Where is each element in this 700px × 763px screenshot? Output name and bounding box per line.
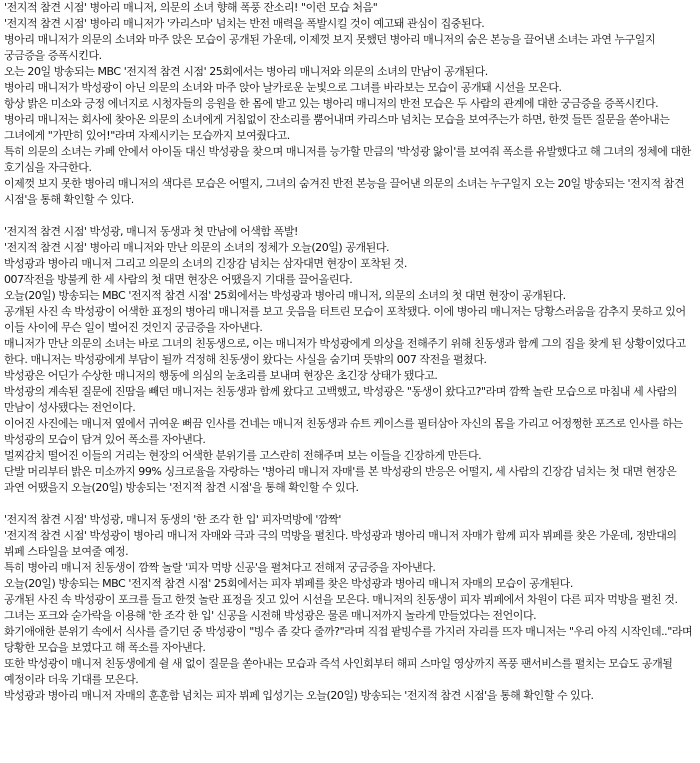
paragraph: 병아리 매니저는 회사에 찾아온 의문의 소녀에게 거침없이 잔소리를 뿜어내며 카리스마 넘치는 모습을 보여주는가 하면, 한껏 들뜬 질문을 쏟아내는 그녀에게 "가만히 있어!"라며 자제시키는 모습까지 보여줬다고.: [4, 113, 670, 142]
paragraph: 병아리 매니저가 의문의 소녀와 마주 앉은 모습이 공개된 가운데, 이제껏 보지 못했던 병아리 매니저의 숨은 본능을 끌어낸 소녀는 과연 누구일지 궁금증을 증폭시킨다.: [4, 33, 656, 62]
article-title: '전지적 참견 시점' 병아리 매니저, 의문의 소녀 향해 폭풍 잔소리! "이런 모습 처음": [4, 1, 378, 14]
paragraph: 007작전을 방불케 한 세 사람의 첫 대면 현장은 어땠을지 기대를 끌어올린다.: [4, 273, 353, 286]
article-title: '전지적 참견 시점' 박성광, 매니저 동생과 첫 만남에 어색함 폭발!: [4, 225, 298, 238]
paragraph: 오는 20일 방송되는 MBC '전지적 참견 시점' 25회에서는 병아리 매니저와 의문의 소녀의 만남이 공개된다.: [4, 65, 488, 78]
paragraph: 이어진 사진에는 매니저 옆에서 귀여운 뻐끔 인사를 건네는 매니저 친동생과 슈트 케이스를 필터삼아 자신의 몸을 가리고 어정쩡한 포즈로 인사를 하는 박성광의 모습이 담겨 있어 폭소를 자아낸다.: [4, 417, 683, 446]
paragraph: 또한 박성광이 매니저 친동생에게 쉴 새 없이 질문을 쏟아내는 모습과 즉석 사인회부터 해피 스마일 영상까지 폭풍 팬서비스를 펼치는 모습도 공개될 예정이라 더욱 기대를 모은다.: [4, 657, 673, 686]
article-title: '전지적 참견 시점' 박성광, 매니저 동생의 '한 조각 한 입' 피자먹방에 '깜짝': [4, 513, 341, 526]
paragraph: 박성광과 병아리 매니저 자매의 훈훈함 넘치는 피자 뷔페 입성기는 오늘(20일) 방송되는 '전지적 참견 시점'을 통해 확인할 수 있다.: [4, 689, 594, 702]
paragraph: 병아리 매니저가 박성광이 아닌 의문의 소녀와 마주 앉아 날카로운 눈빛으로 그녀를 바라보는 모습이 공개돼 시선을 모은다.: [4, 81, 562, 94]
paragraph: 오늘(20일) 방송되는 MBC '전지적 참견 시점' 25회에서는 박성광과 병아리 매니저, 의문의 소녀의 첫 대면 현장이 공개된다.: [4, 289, 566, 302]
paragraph: 공개된 사진 속 박성광이 어색한 표정의 병아리 매니저를 보고 웃음을 터트린 모습이 포착됐다. 이에 병아리 매니저는 당황스러움을 감추지 못하고 있어 이들 사이에 무슨 일이 벌어진 것인지 궁금증을 자아낸다.: [4, 305, 686, 334]
article-3: [4, 512, 696, 704]
paragraph: 오늘(20일) 방송되는 MBC '전지적 참견 시점' 25회에서는 피자 뷔페를 찾은 박성광과 병아리 매니저 자매의 모습이 공개된다.: [4, 577, 573, 590]
paragraph: '전지적 참견 시점' 병아리 매니저가 '카리스마' 넘치는 반전 매력을 폭발시킬 것이 예고돼 관심이 집중된다.: [4, 17, 485, 30]
paragraph: 멀찌감치 떨어진 이들의 거리는 현장의 어색한 분위기를 고스란히 전해주며 보는 이들을 긴장하게 만든다.: [4, 449, 482, 462]
paragraph: 박성광의 계속된 질문에 진땀을 빼던 매니저는 친동생과 함께 왔다고 고백했고, 박성광은 "동생이 왔다고?"라며 깜짝 놀란 모습으로 마침내 세 사람의 만남이 성사됐다는 전언이다.: [4, 385, 677, 414]
paragraph: 특히 병아리 매니저 친동생이 깜짝 놀랄 '피자 먹방 신공'을 펼쳐다고 전해져 궁금증을 자아낸다.: [4, 561, 436, 574]
paragraph: 특히 의문의 소녀는 카페 안에서 아이돌 대신 박성광을 찾으며 매니저를 능가할 만큼의 '박성광 앓이'를 보여줘 폭소를 유발했다고 해 그녀의 정체에 대한 호기심을 자극한다.: [4, 145, 691, 174]
paragraph: 박성광은 어딘가 수상한 매니저의 행동에 의심의 눈초리를 보내며 현장은 초긴장 상태가 됐다고.: [4, 369, 438, 382]
paragraph: 박성광과 병아리 매니저 그리고 의문의 소녀의 긴장감 넘치는 삼자대면 현장이 포착된 것.: [4, 257, 407, 270]
paragraph: '전지적 참견 시점' 병아리 매니저와 만난 의문의 소녀의 정체가 오늘(20일) 공개된다.: [4, 241, 390, 254]
paragraph: 단발 머리부터 밝은 미소까지 99% 싱크로율을 자랑하는 '병아리 매니저 자매'를 본 박성광의 반응은 어떨지, 세 사람의 긴장감 넘치는 첫 대면 현장은 과연 어땠을지 오늘(20일) 방송되는 '전지적 참견 시점'을 통해 확인할 수 있다.: [4, 465, 677, 494]
paragraph: 공개된 사진 속 박성광이 포크를 들고 한껏 놀란 표정을 짓고 있어 시선을 모은다. 매니저의 친동생이 피자 뷔페에서 차원이 다른 피자 먹방을 펼친 것. 그녀는 포크와 숟가락을 이용해 '한 조각 한 입' 신공을 시전해 박성광은 물론 매니저까지 놀라게 만들었다는 전언이다.: [4, 593, 678, 622]
paragraph: 항상 밝은 미소와 긍정 에너지로 시청자들의 응원을 한 몸에 받고 있는 병아리 매니저의 반전 모습은 두 사람의 관계에 대한 궁금증을 증폭시킨다.: [4, 97, 659, 110]
paragraph: 화기애애한 분위기 속에서 식사를 즐기던 중 박성광이 "빙수 좀 갖다 줄까?"라며 직접 팥빙수를 가지러 자리를 뜨자 매니저는 "우리 아직 시작인데.."라며 당황한 모습을 보였다고 해 폭소를 자아낸다.: [4, 625, 693, 654]
paragraph: '전지적 참견 시점' 박성광이 병아리 매니저 자매와 극과 극의 먹방을 펼친다. 박성광과 병아리 매니저 자매가 함께 피자 뷔페를 찾은 가운데, 정반대의 뷔페 스타일을 보여줄 예정.: [4, 529, 677, 558]
article-2: [4, 224, 696, 496]
paragraph: 매니저가 만난 의문의 소녀는 바로 그녀의 친동생으로, 이는 매니저가 박성광에게 의상을 전해주기 위해 친동생과 함께 그의 집을 찾게 된 상황이었다고 한다. 매니저는 박성광에게 부담이 될까 걱정해 친동생이 왔다는 사실을 숨기며 뜻밖의 007 작전을 펼쳤다.: [4, 337, 686, 366]
article-1: [4, 0, 696, 208]
paragraph: 이제껏 보지 못한 병아리 매니저의 색다른 모습은 어떨지, 그녀의 숨겨진 반전 본능을 끌어낸 의문의 소녀는 누구일지 오는 20일 방송되는 '전지적 참견 시점'을 통해 확인할 수 있다.: [4, 177, 685, 206]
